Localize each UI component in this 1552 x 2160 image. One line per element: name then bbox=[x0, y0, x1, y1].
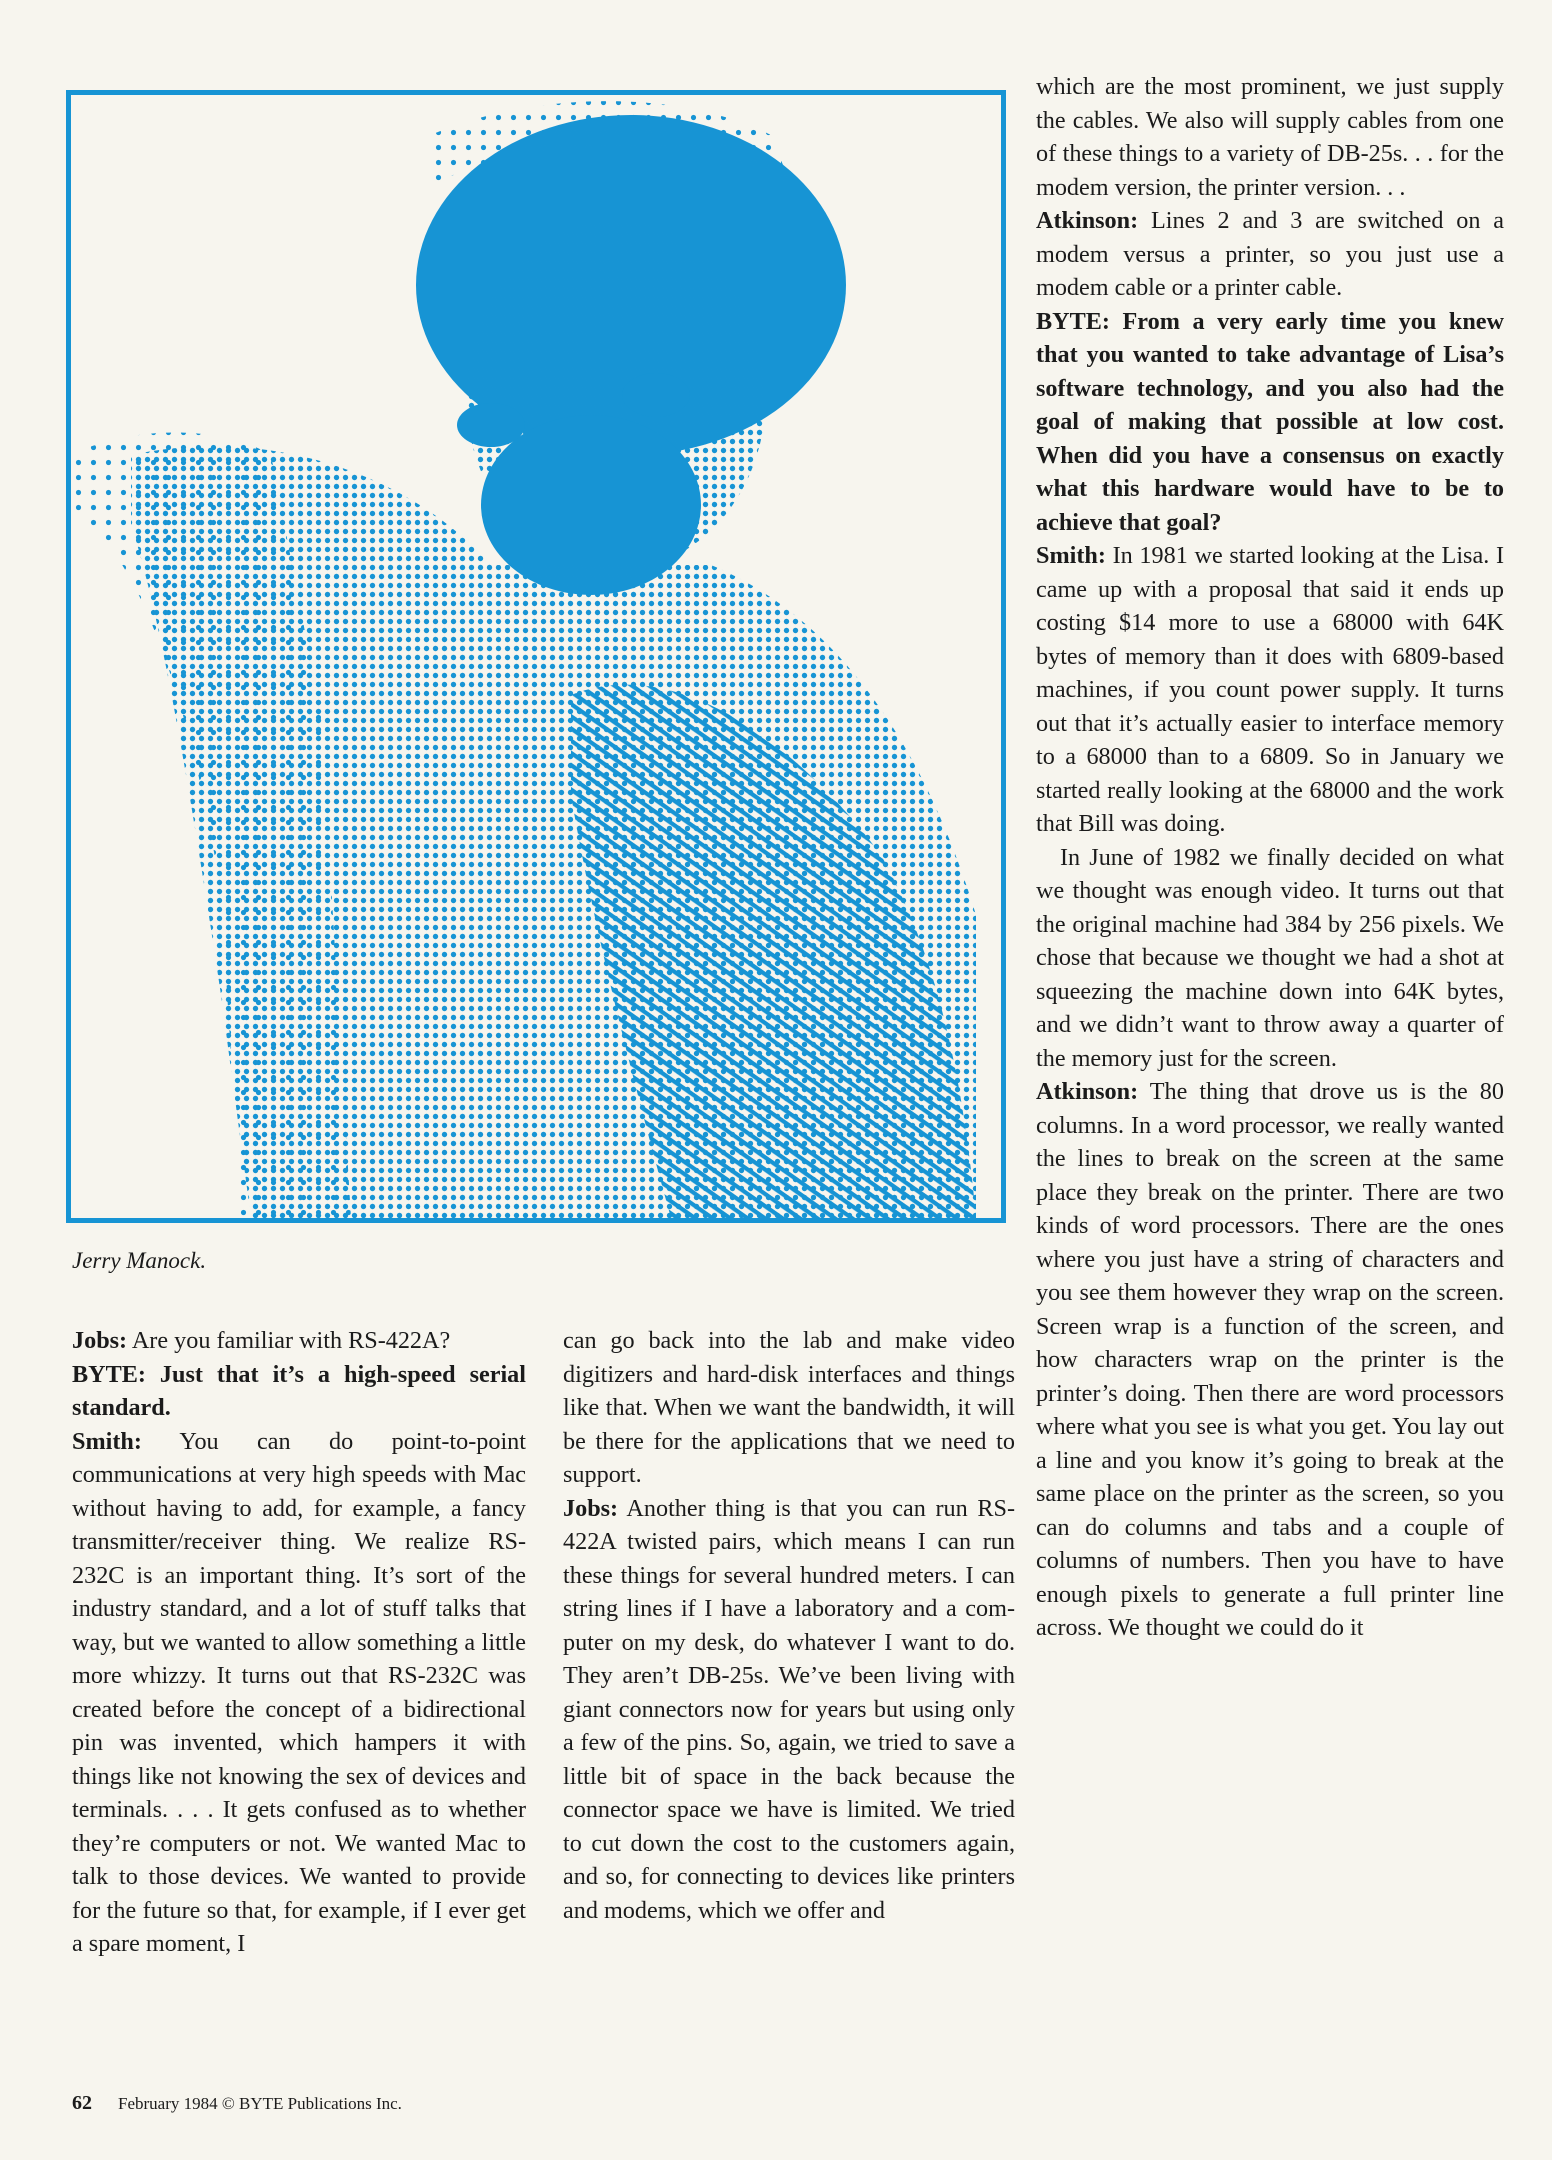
paragraph bbox=[1036, 539, 1504, 841]
article-column-middle bbox=[563, 1324, 1015, 1927]
page-number: 62 bbox=[72, 2092, 92, 2114]
paragraph-text: In June of 1982 we finally decided on what we thought was enough video. It turns out that the original machine had 384 by 256 pixels. We chose that because we thought we had a shot at squeezing the machine down into 64K bytes, and we didn’t want to throw away a quarter of the memory just for the screen. bbox=[1036, 843, 1504, 1072]
article-column-right bbox=[1036, 70, 1504, 1645]
speaker-label: Atkinson: bbox=[1036, 1078, 1139, 1105]
paragraph bbox=[563, 1492, 1015, 1928]
halftone-portrait-image bbox=[71, 95, 1001, 1218]
paragraph bbox=[72, 1358, 526, 1425]
paragraph bbox=[1036, 305, 1504, 540]
paragraph-text: can go back into the lab and make video digitizers and hard-disk interfaces and things like that. When we want the bandwidth, it will be there for the applications that we need to support. bbox=[563, 1327, 1015, 1488]
paragraph bbox=[1036, 70, 1504, 204]
paragraph-text: Another thing is that you can run RS-422A twisted pairs, which means I can run these things for several hundred meters. I can string lines if I have a laboratory and a computer on my desk, do whatever I want to do. They aren’t DB-25s. We’ve been living with giant connectors now for years but using only a few of the pins. So, again, we tried to save a little bit of space in the back because the connector space we have is limited. We tried to cut down the cost to the customers again, and so, for connecting to devices like printers and modems, which we offer and bbox=[563, 1494, 1015, 1924]
paragraph-text: You can do point-to-point communications at very high speeds with Mac without having to add, for example, a fancy transmitter/receiver thing. We realize RS-232C is an important thing. It’s sort of the industry standard, and a lot of stuff talks that way, but we wanted to allow something a little more whizzy. It turns out that RS-232C was created before the concept of a bidirectional pin was invented, which hampers it with things like not knowing the sex of devices and terminals. . . . It gets confused as to whether they’re computers or not. We wanted Mac to talk to those devices. We wanted to provide for the future so that, for example, if I ever get a spare moment, I bbox=[72, 1427, 526, 1957]
speaker-label: Smith: bbox=[72, 1427, 142, 1455]
speaker-label: Smith: bbox=[1036, 542, 1106, 569]
publication-credit: February 1984 © BYTE Publications Inc. bbox=[118, 2094, 402, 2113]
photo-caption: Jerry Manock. bbox=[72, 1248, 207, 1273]
paragraph bbox=[563, 1324, 1015, 1492]
paragraph-text: BYTE: From a very early time you knew that you wanted to take advantage of Lisa’s software technology, and you also had the goal of making that possible at low cost. When did you have a consensus on exactly what this hardware would have to be to achieve that goal? bbox=[1036, 307, 1504, 536]
paragraph-text: which are the most prominent, we just supply the cables. We also will supply cables from one of these things to a variety of DB-25s. . . for the modem version, the printer version. . . bbox=[1036, 73, 1504, 201]
portrait-photo bbox=[66, 90, 1006, 1223]
article-column-left bbox=[72, 1324, 526, 1961]
speaker-label: Jobs: bbox=[563, 1494, 619, 1522]
speaker-label: Atkinson: bbox=[1036, 207, 1139, 234]
paragraph-text: Lines 2 and 3 are switched on a modem versus a printer, so you just use a modem cable or a printer cable. bbox=[1036, 207, 1504, 301]
page-footer bbox=[72, 2092, 402, 2115]
paragraph bbox=[1036, 204, 1504, 305]
paragraph-text: BYTE: Just that it’s a high-speed serial standard. bbox=[72, 1360, 526, 1421]
paragraph-text: Are you familiar with RS-422A? bbox=[127, 1327, 451, 1354]
paragraph bbox=[72, 1425, 526, 1961]
paragraph bbox=[1036, 1075, 1504, 1645]
paragraph-text: In 1981 we started looking at the Lisa. I came up with a proposal that said it ends up costing $14 more to use a 68000 with 64K bytes of memory than it does with 6809-based machines, if you count power supply. It turns out that it’s actually easier to interface memory to a 68000 than to a 6809. So in January we started really looking at the 68000 and the work that Bill was doing. bbox=[1036, 542, 1504, 837]
speaker-label: Jobs: bbox=[72, 1327, 128, 1354]
paragraph bbox=[1036, 841, 1504, 1076]
paragraph bbox=[72, 1324, 526, 1358]
paragraph-text: The thing that drove us is the 80 columns. In a word processor, we really wanted the lines to break on the screen at the same place they break on the printer. There are two kinds of word processors. There are the ones where you just have a string of characters and you see them however they wrap on the screen. Screen wrap is a function of the screen, and how characters wrap on the printer is the printer’s doing. Then there are word processors where what you see is what you get. You lay out a line and you know it’s going to break at the same place on the printer as the screen, so you can do columns and tabs and a couple of columns of numbers. Then you have to have enough pixels to generate a full printer line across. We thought we could do it bbox=[1036, 1078, 1504, 1641]
